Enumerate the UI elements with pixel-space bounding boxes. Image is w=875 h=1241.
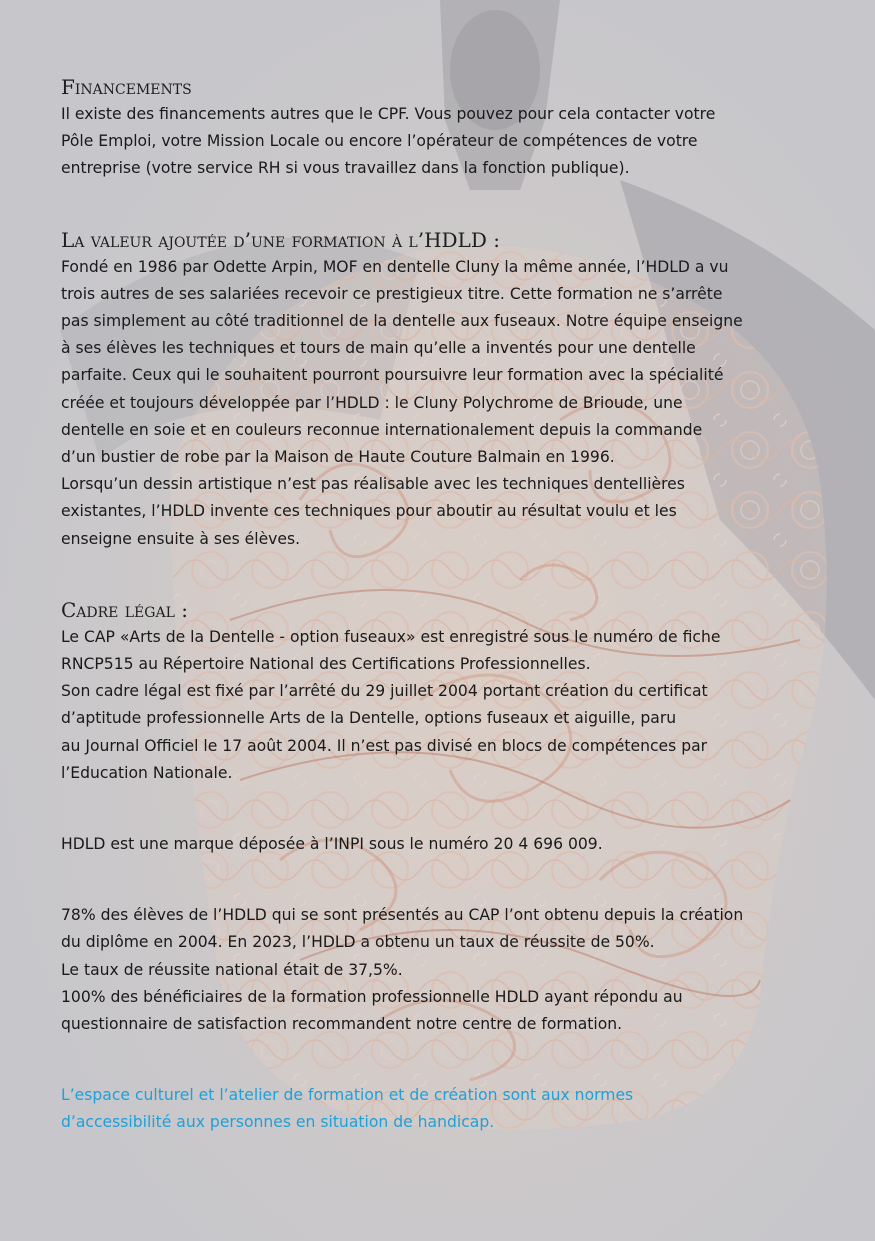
text-line: Le taux de réussite national était de 37,5%. — [61, 960, 403, 979]
paragraph — [61, 101, 821, 183]
main-content — [61, 74, 821, 1137]
text-line: trois autres de ses salariées recevoir ce prestigieux titre. Cette formation ne s’arrête — [61, 284, 723, 303]
accessibility-note — [61, 1082, 821, 1136]
text-line: Il existe des financements autres que le CPF. Vous pouvez pour cela contacter votre — [61, 105, 716, 123]
text-line: entreprise (votre service RH si vous travaillez dans la fonction publique). — [61, 159, 630, 178]
section-title: Cadre légal : — [61, 597, 188, 622]
text-line: 100% des bénéficiaires de la formation professionnelle HDLD ayant répondu au — [61, 987, 683, 1006]
section-title: La valeur ajoutée d’une formation à l’HDLD : — [61, 227, 500, 252]
text-line: 78% des élèves de l’HDLD qui se sont présentés au CAP l’ont obtenu depuis la création — [61, 906, 744, 925]
text-line: pas simplement au côté traditionnel de la dentelle aux fuseaux. Notre équipe enseigne — [61, 312, 743, 331]
section-marque — [61, 831, 821, 858]
text-line: Fondé en 1986 par Odette Arpin, MOF en dentelle Cluny la même année, l’HDLD a vu — [61, 257, 729, 276]
section-valeur-ajoutee — [61, 227, 821, 553]
section-statistiques — [61, 902, 821, 1038]
text-line: du diplôme en 2004. En 2023, l’HDLD a obtenu un taux de réussite de 50%. — [61, 933, 655, 952]
text-line: l’Education Nationale. — [61, 763, 233, 782]
paragraph — [61, 624, 821, 787]
text-line: créée et toujours développée par l’HDLD : le Cluny Polychrome de Brioude, une — [61, 393, 683, 412]
text-line: à ses élèves les techniques et tours de main qu’elle a inventés pour une dentelle — [61, 339, 696, 358]
paragraph — [61, 254, 821, 553]
text-line: Lorsqu’un dessin artistique n’est pas réalisable avec les techniques dentellières — [61, 475, 685, 494]
paragraph — [61, 831, 821, 858]
text-line: dentelle en soie et en couleurs reconnue internationalement depuis la commande — [61, 420, 703, 439]
text-line: HDLD est une marque déposée à l’INPI sous le numéro 20 4 696 009. — [61, 835, 603, 854]
text-line: questionnaire de satisfaction recommandent notre centre de formation. — [61, 1015, 623, 1034]
text-line: Le CAP «Arts de la Dentelle - option fuseaux» est enregistré sous le numéro de fiche — [61, 627, 721, 646]
section-accessibilite — [61, 1082, 821, 1136]
text-line: au Journal Officiel le 17 août 2004. Il n’est pas divisé en blocs de compétences par — [61, 736, 708, 755]
text-line: Son cadre légal est fixé par l’arrêté du 29 juillet 2004 portant création du certificat — [61, 682, 708, 701]
paragraph — [61, 902, 821, 1038]
text-line: enseigne ensuite à ses élèves. — [61, 529, 301, 548]
text-line: RNCP515 au Répertoire National des Certifications Professionnelles. — [61, 655, 591, 674]
text-line: existantes, l’HDLD invente ces techniques pour aboutir au résultat voulu et les — [61, 502, 677, 521]
section-cadre-legal — [61, 597, 821, 787]
section-financements — [61, 74, 821, 183]
text-line: Pôle Emploi, votre Mission Locale ou encore l’opérateur de compétences de votre — [61, 132, 698, 151]
text-line: d’aptitude professionnelle Arts de la Dentelle, options fuseaux et aiguille, paru — [61, 709, 677, 728]
text-line: parfaite. Ceux qui le souhaitent pourront poursuivre leur formation avec la spécialité — [61, 366, 724, 385]
text-line: d’accessibilité aux personnes en situation de handicap. — [61, 1113, 495, 1132]
text-line: d’un bustier de robe par la Maison de Haute Couture Balmain en 1996. — [61, 448, 615, 467]
section-title: Financements — [61, 75, 192, 99]
text-line: L’espace culturel et l’atelier de formation et de création sont aux normes — [61, 1086, 634, 1105]
